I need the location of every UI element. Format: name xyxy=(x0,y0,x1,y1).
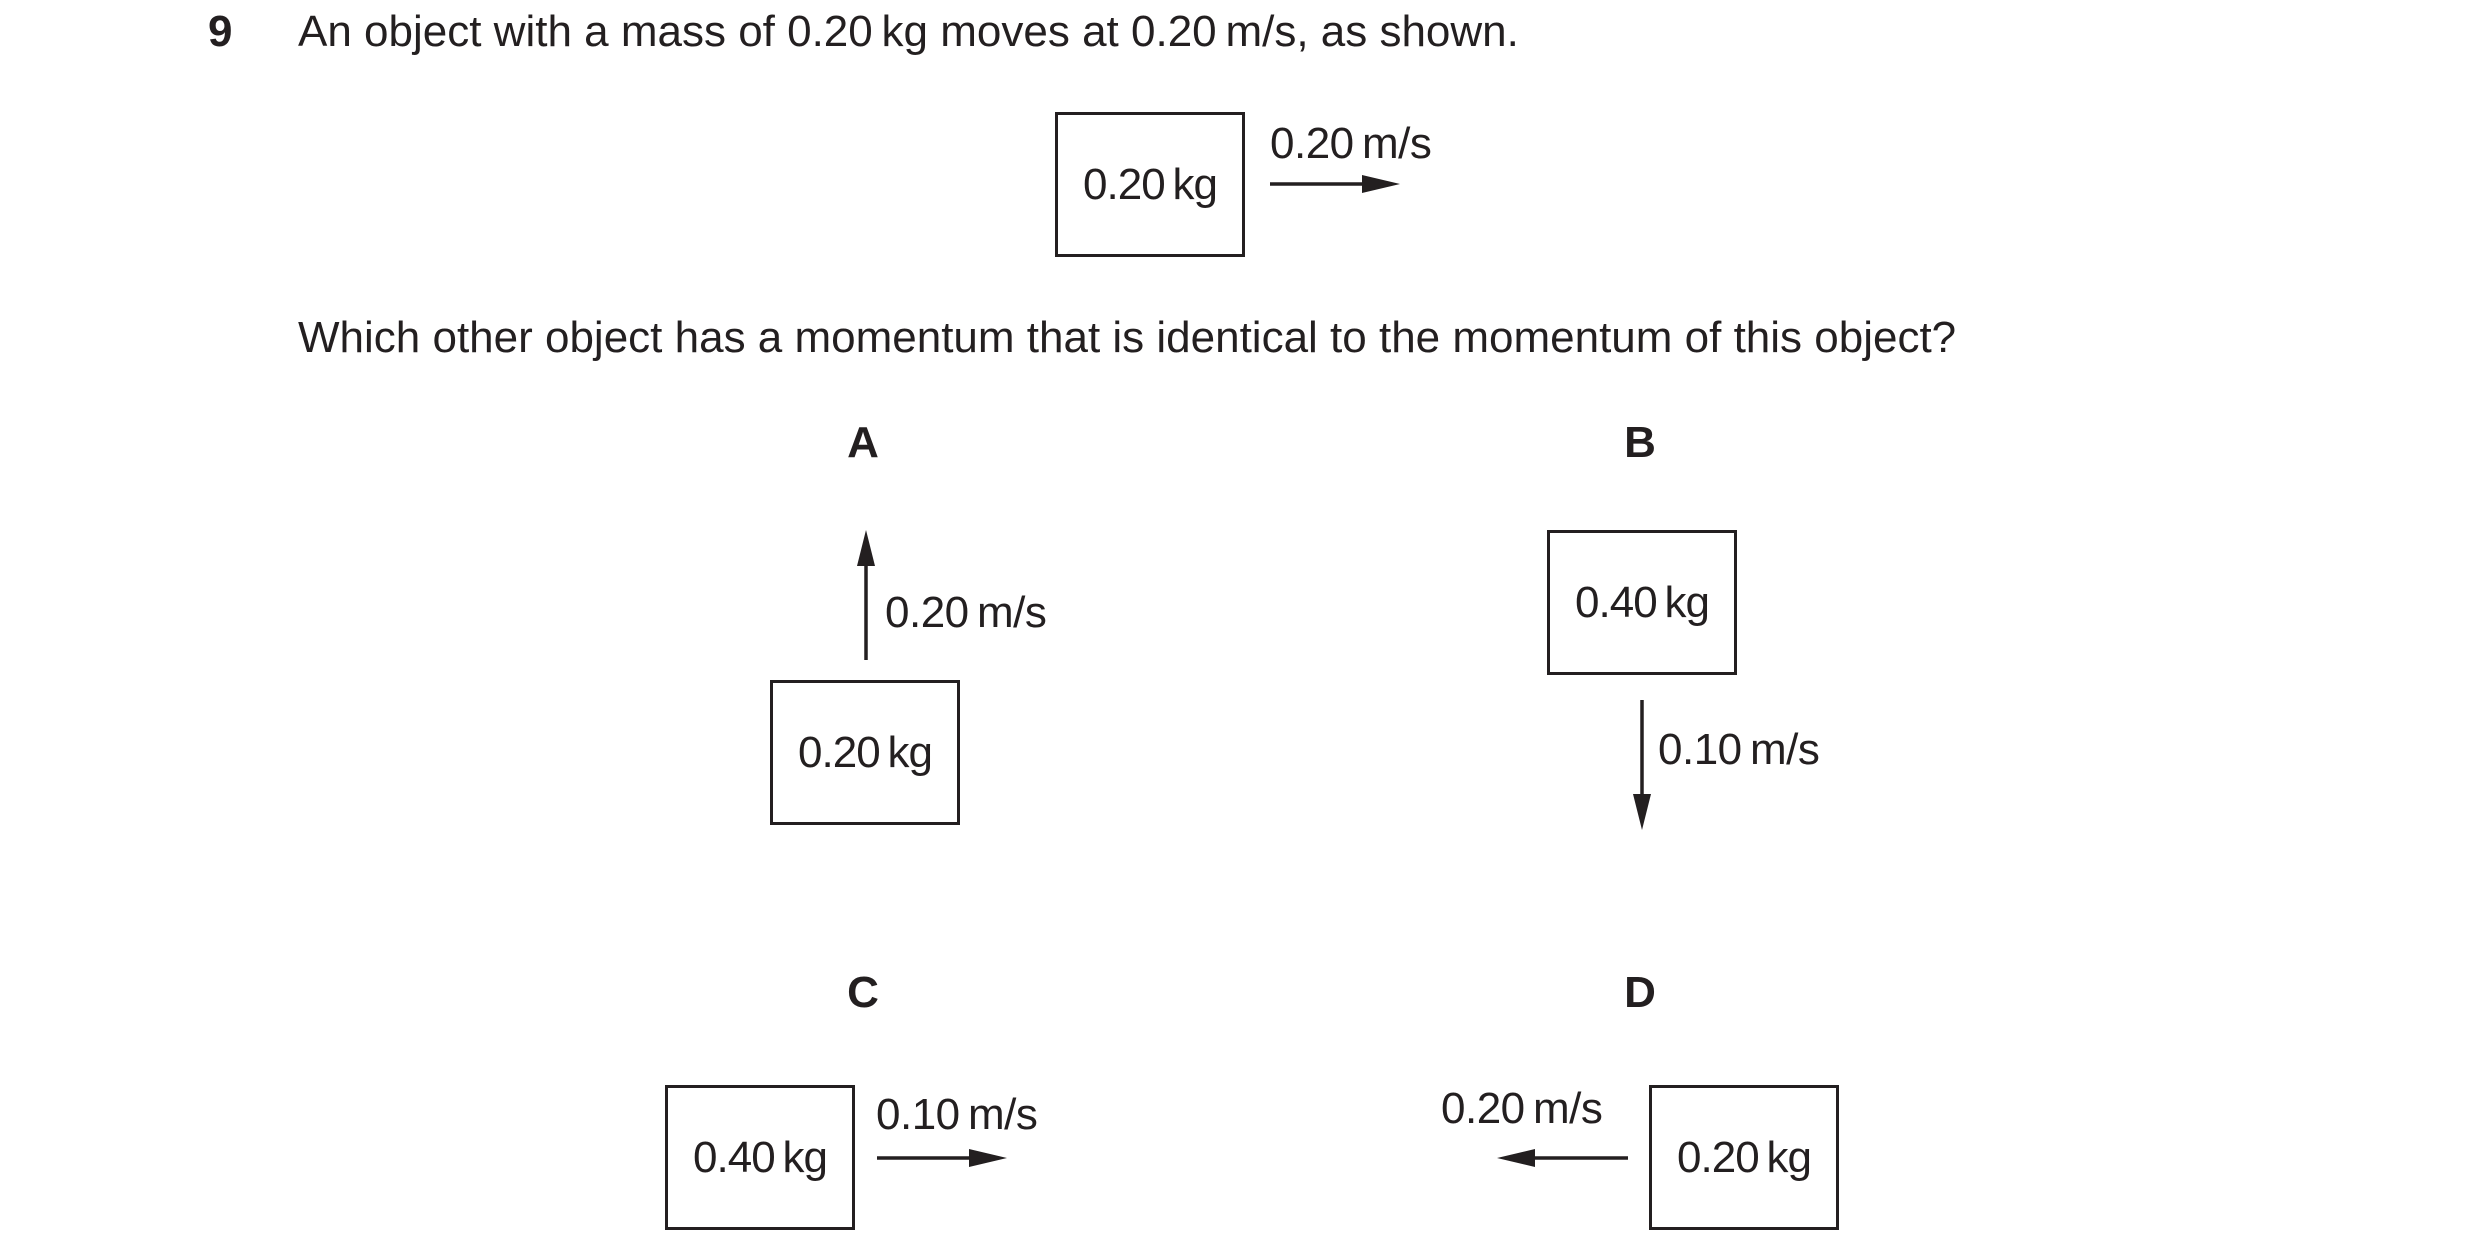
reference-right-arrow-icon xyxy=(1270,175,1400,193)
option-b-mass-label: 0.40 kg xyxy=(1575,577,1709,627)
option-d-mass-label: 0.20 kg xyxy=(1677,1132,1811,1182)
option-c-letter[interactable]: C xyxy=(847,968,879,1017)
option-b-down-arrow-icon xyxy=(1633,700,1651,830)
option-d-letter[interactable]: D xyxy=(1624,968,1656,1017)
option-a-mass-label: 0.20 kg xyxy=(798,727,932,777)
option-d-left-arrow-icon xyxy=(1497,1149,1628,1167)
option-b-letter[interactable]: B xyxy=(1624,418,1656,467)
question-prompt: Which other object has a momentum that is identical to the momentum of this object? xyxy=(298,313,1957,362)
option-c-mass-label: 0.40 kg xyxy=(693,1132,827,1182)
option-c-velocity-label: 0.10 m/s xyxy=(876,1090,1038,1139)
question-number: 9 xyxy=(208,7,233,56)
option-c-right-arrow-icon xyxy=(877,1149,1007,1167)
reference-mass-label: 0.20 kg xyxy=(1083,159,1217,209)
question-stem: An object with a mass of 0.20 kg moves at 0.20 m/s, as shown. xyxy=(298,7,1519,56)
option-a-letter[interactable]: A xyxy=(847,418,879,467)
option-d-velocity-label: 0.20 m/s xyxy=(1441,1084,1603,1133)
option-a-up-arrow-icon xyxy=(857,530,875,660)
option-b-velocity-label: 0.10 m/s xyxy=(1658,725,1820,774)
option-a-velocity-label: 0.20 m/s xyxy=(885,588,1047,637)
reference-velocity-label: 0.20 m/s xyxy=(1270,119,1432,168)
